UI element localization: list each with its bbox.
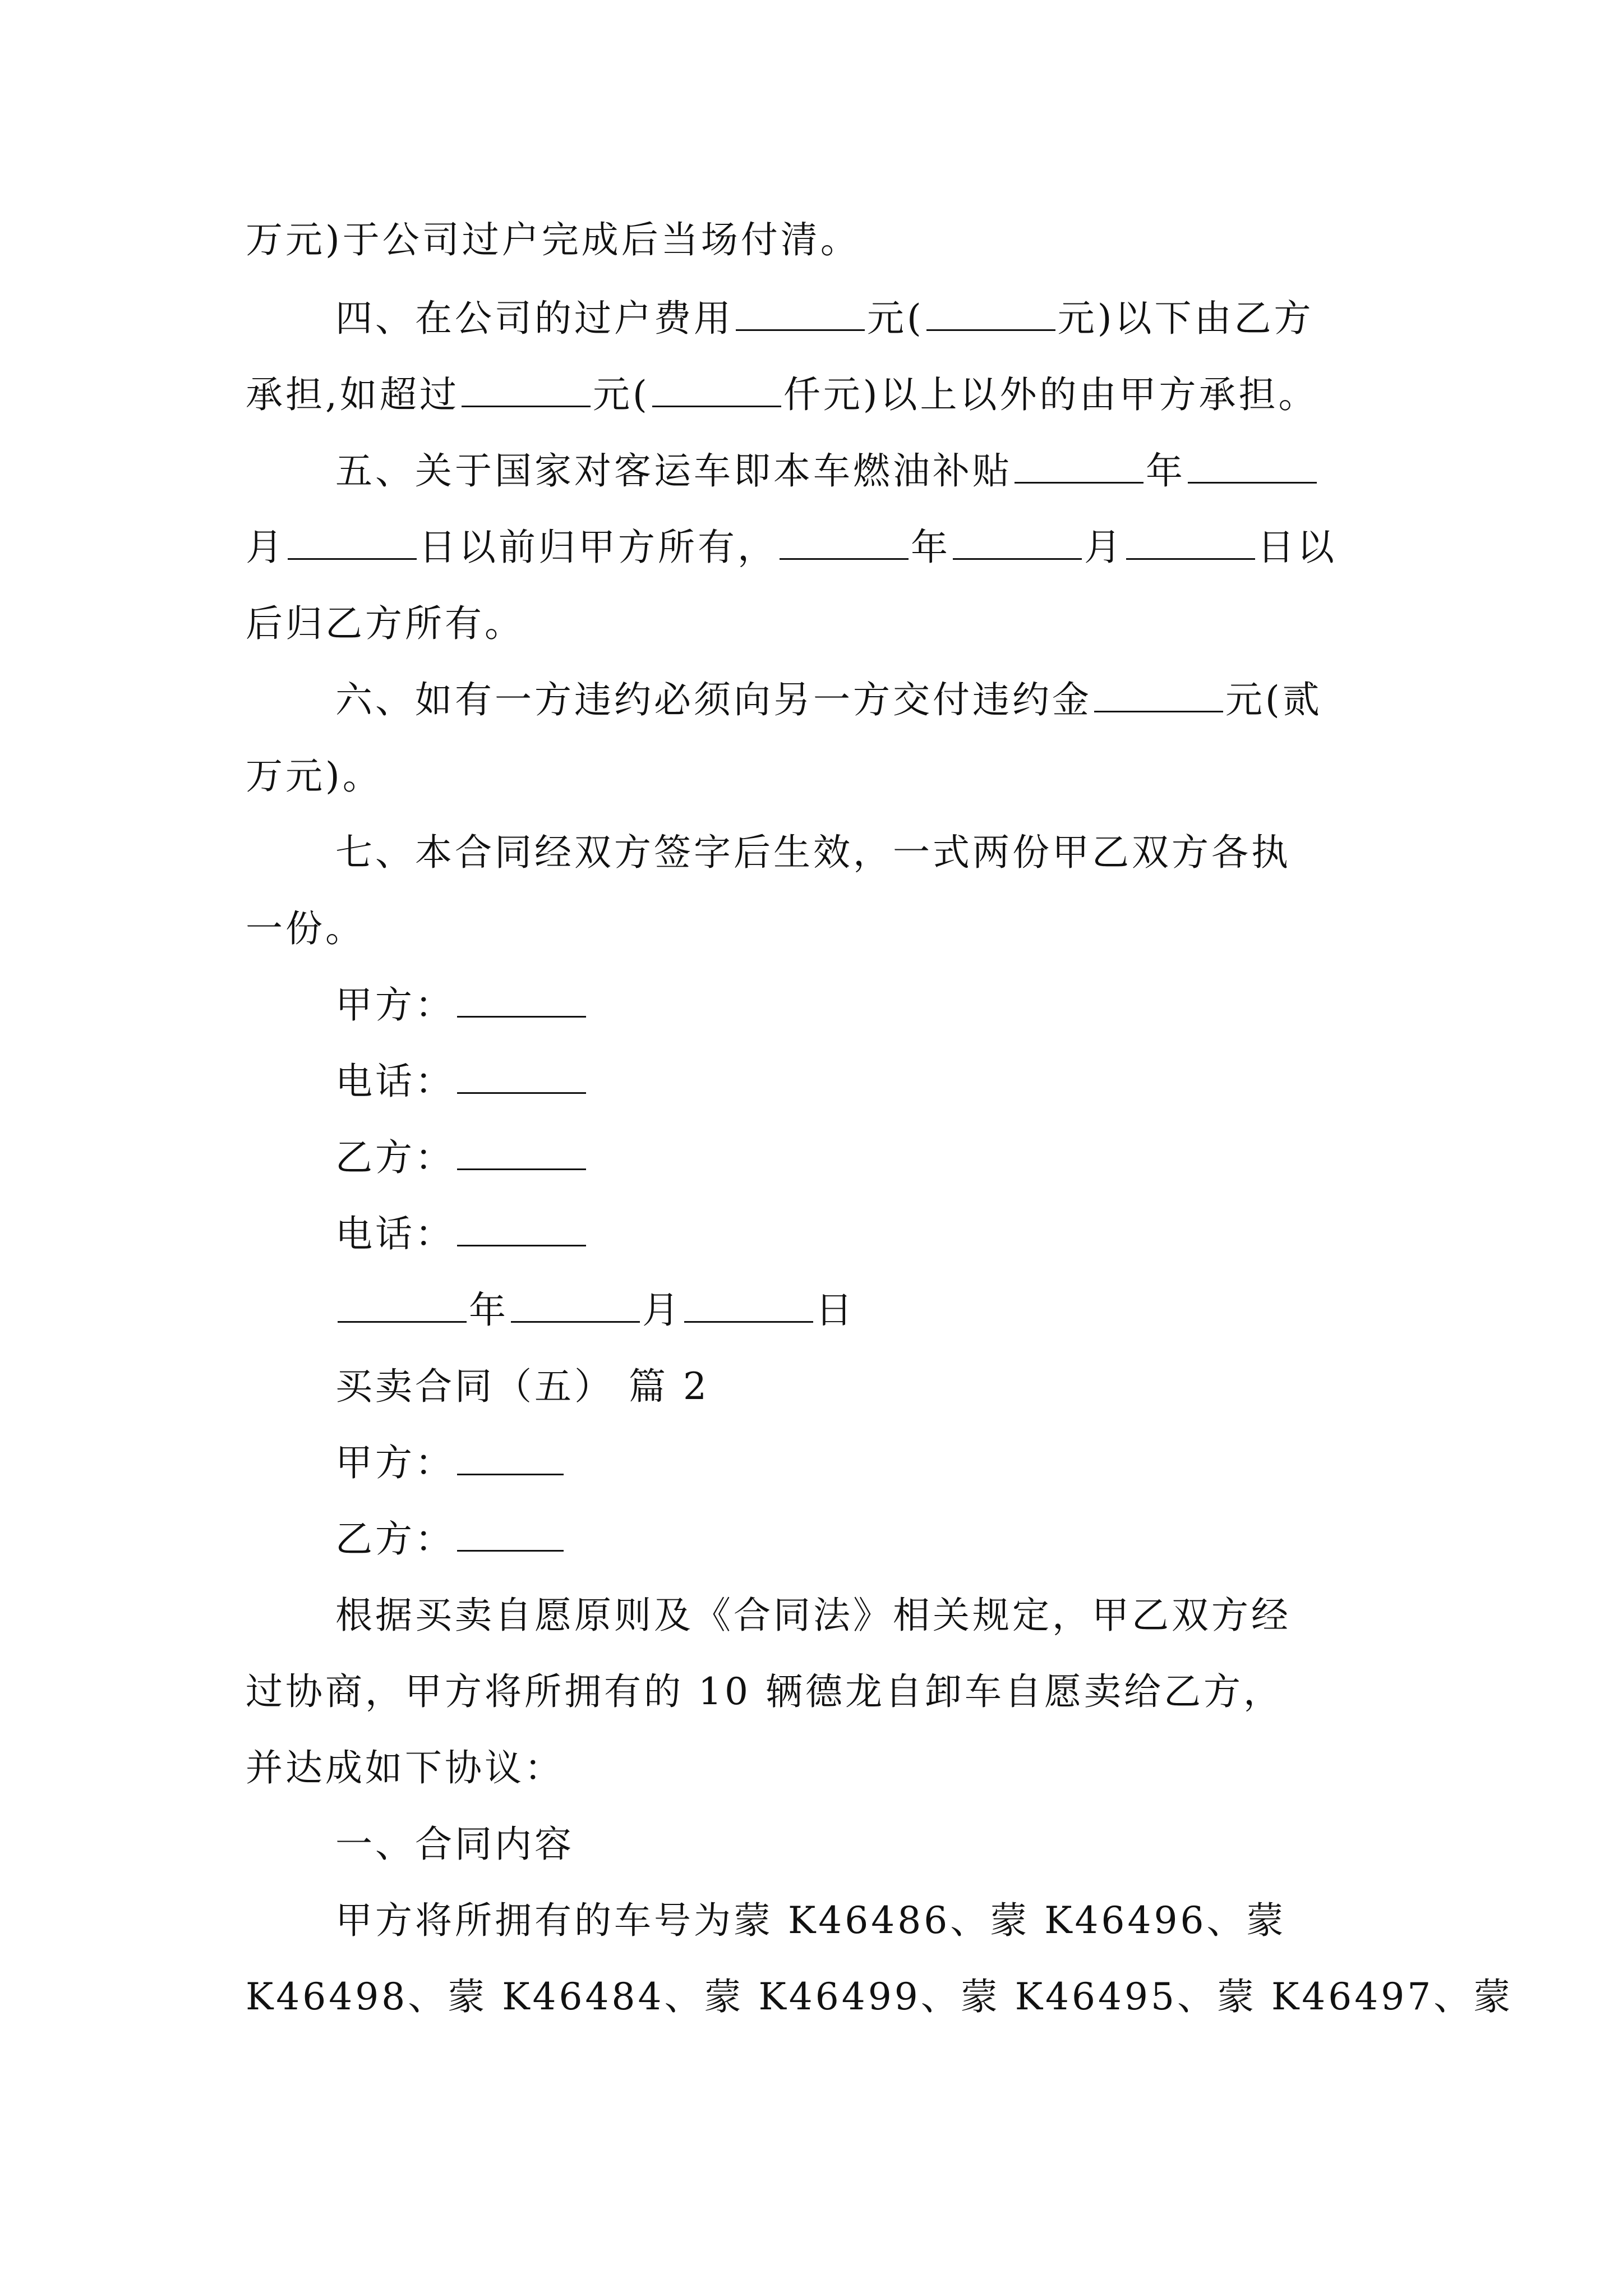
line-text: 月	[246, 526, 285, 569]
fill-blank	[462, 374, 591, 407]
line-text: 并达成如下协议：	[246, 1746, 564, 1789]
line-text: 年	[911, 526, 951, 569]
line-text: 后归乙方所有。	[246, 602, 524, 645]
fill-blank	[1188, 450, 1317, 484]
date-day-label: 日	[815, 1289, 855, 1332]
heading-text: 一、合同内容	[335, 1823, 574, 1866]
fill-blank	[1015, 450, 1144, 484]
text-line	[246, 1746, 564, 1791]
fill-blank	[684, 1290, 813, 1323]
text-line	[246, 907, 365, 951]
fill-blank	[652, 374, 781, 407]
line-text: 六、如有一方违约必须向另一方交付违约金	[335, 678, 1092, 721]
signature-party-a	[335, 983, 588, 1028]
line-text: 四、在公司的过户费用	[335, 297, 734, 340]
fill-blank	[1126, 527, 1255, 560]
signature-phone-a	[335, 1059, 588, 1104]
heading-text: 买卖合同（五） 篇 2	[335, 1365, 709, 1408]
date-year-label: 年	[469, 1289, 509, 1332]
field-label: 电话：	[335, 1060, 455, 1103]
line-text: 元)以下由乙方	[1057, 297, 1314, 340]
section-heading	[335, 1822, 574, 1867]
signature-phone-b	[335, 1212, 588, 1257]
field-label: 甲方：	[335, 1441, 455, 1484]
party-b-line	[335, 1517, 566, 1562]
line-text: 承担,如超过	[246, 373, 459, 416]
fill-blank	[1094, 679, 1223, 712]
fill-blank	[457, 1213, 586, 1246]
fill-blank	[457, 1442, 564, 1475]
fill-blank	[457, 1519, 564, 1552]
line-text: 月	[1084, 526, 1124, 569]
text-line	[246, 525, 1337, 570]
line-text: 元(	[867, 297, 924, 340]
text-line	[246, 372, 1318, 417]
line-text: 根据买卖自愿原则及《合同法》相关规定，甲乙双方经	[335, 1594, 1291, 1637]
line-text: 元(	[592, 373, 650, 416]
line-text: 日以前归甲方所有，	[419, 526, 777, 569]
text-line	[335, 1593, 1291, 1638]
line-text: 万元)于公司过户完成后当场付清。	[246, 218, 860, 261]
party-a-line	[335, 1441, 566, 1485]
fill-blank	[511, 1290, 640, 1323]
section-heading	[335, 1364, 709, 1409]
line-text: 七、本合同经双方签字后生效，一式两份甲乙双方各执	[335, 831, 1291, 874]
text-line	[246, 601, 524, 646]
fill-blank	[338, 1290, 467, 1323]
text-line	[335, 678, 1322, 723]
fill-blank	[736, 298, 865, 331]
text-line	[335, 296, 1314, 341]
fill-blank	[953, 527, 1082, 560]
fill-blank	[780, 527, 909, 560]
fill-blank	[457, 984, 586, 1018]
fill-blank	[926, 298, 1055, 331]
field-label: 甲方：	[335, 983, 455, 1027]
text-line	[335, 830, 1291, 875]
fill-blank	[288, 527, 417, 560]
text-line	[335, 1898, 1286, 1943]
line-text: 过协商，甲方将所拥有的 10 辆德龙自卸车自愿卖给乙方，	[246, 1670, 1283, 1713]
line-text: 一份。	[246, 907, 365, 950]
fill-blank	[457, 1061, 586, 1094]
text-line	[335, 449, 1319, 494]
line-text: 五、关于国家对客运车即本车燃油补贴	[335, 449, 1012, 493]
line-text: 日以	[1257, 526, 1337, 569]
line-text: 年	[1146, 449, 1186, 493]
date-line	[335, 1288, 855, 1333]
text-line	[246, 218, 860, 263]
field-label: 乙方：	[335, 1517, 455, 1561]
field-label: 电话：	[335, 1212, 455, 1255]
line-text: 甲方将所拥有的车号为蒙 K46486、蒙 K46496、蒙	[335, 1899, 1287, 1942]
text-line	[246, 754, 382, 799]
text-line	[246, 1975, 1513, 2019]
line-text: K46498、蒙 K46484、蒙 K46499、蒙 K46495、蒙 K46497、蒙	[246, 1975, 1514, 2018]
fill-blank	[457, 1137, 586, 1170]
line-text: 元(贰	[1225, 678, 1322, 721]
signature-party-b	[335, 1135, 588, 1180]
line-text: 仟元)以上以外的由甲方承担。	[783, 373, 1318, 416]
text-line	[246, 1669, 1283, 1714]
date-month-label: 月	[642, 1289, 682, 1332]
line-text: 万元)。	[246, 754, 382, 798]
field-label: 乙方：	[335, 1136, 455, 1179]
